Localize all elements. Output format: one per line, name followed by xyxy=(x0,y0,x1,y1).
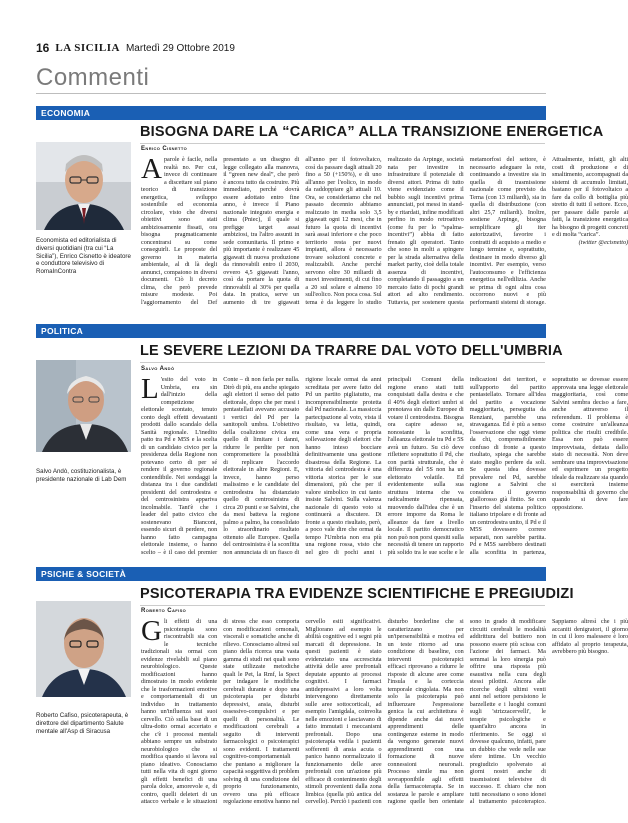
author-caption-politica: Salvo Andò, costituzionalista, è presidente nazionale di Lab Dem xyxy=(36,468,127,483)
section-band-politica: POLITICA xyxy=(36,324,546,338)
section-title: Commenti xyxy=(36,62,546,94)
dropcap: G xyxy=(141,615,162,647)
dropcap: A xyxy=(141,153,162,185)
section-band-psiche-societa: PSICHE & SOCIETÀ xyxy=(36,567,546,581)
article-body-economia xyxy=(141,153,628,312)
newspaper-name: LA SICILIA xyxy=(55,42,120,54)
issue-date: Martedì 29 Ottobre 2019 xyxy=(125,42,235,54)
dropcap: L xyxy=(141,373,159,405)
page-number: 16 xyxy=(36,41,50,55)
author-caption-economia: Economista ed editorialista di diversi quotidiani (tra cui “La Sicilia”), Enrico Cisnetto è ideatore e conduttore televisivo di RomaInContra xyxy=(36,237,131,276)
portrait-man-bald-icon xyxy=(36,601,131,697)
author-signature: (twitter @ecisnetto) xyxy=(578,238,628,246)
headline-psiche-societa: PSICOTERAPIA TRA EVIDENZE SCIENTIFICHE E PREGIUDIZI xyxy=(140,586,545,606)
article-body-psiche xyxy=(141,615,628,806)
author-caption-psiche: Roberto Cafiso, psicoterapeuta, è direttore del dipartimento Salute mentale all'Asp di Siracusa xyxy=(36,712,129,735)
byline-psiche: Roberto Cafiso xyxy=(141,608,187,614)
masthead xyxy=(36,40,546,56)
headline-economia: BISOGNA DARE LA “CARICA” ALLA TRANSIZIONE ENERGETICA xyxy=(140,124,545,144)
article-text: li effetti di una psicoterapia sono riscontrabili sia con le tecniche tradizionali sia ormai con evidenze rivelabili sul piano neurobiologico. Queste modificazioni hanno dimostrato in modo evidente che le trasformazioni emotive e comportamentali di un individuo in trattamento hanno un'influenza sui suoi cervello. Ciò sulla base di un ultra-dotto ormai accertato e che c'è i processi mentali abbiano sempre un substrato neurobiologico che si modifica quando si lavora sul piano ideativo. Conosciamo tutti nella vita di ogni giorno gli effetti benefici di una parola dolce, amorevole e, di contro, quelli deleteri di un attacco verbale e le situazioni di stress che esso comporta con modificazioni ormonali, viscerali e somatiche anche di rilievo. Conosciamo altresì sul piano della ricerca una vasta gamma di studi nei quali sono state utilizzate metodiche quali le Pet, la Rmf, la Spect per indagare le modifiche cerebrali durante e dopo una psicoterapia per disturbi depressivi, ansia, disturbi ossessivo-compulsivi e per quelli di personalità. Le modificazioni cerebrali a seguito di interventi farmacologici o psicoterapici sono evidenti. I trattamenti cognitivo-comportamentali che puntano a migliorare la capacità soggettiva di problem solving di una condizione del proprio funzionamento, ovvero una più efficace regolazione emotiva hanno nel cervello esiti significativi. Migliorano ad esempio le abilità cognitive ed i segni più marcati di depressione. In questi pazienti è stato evidenziato una accresciuta attività delle aree prefrontali deputate appunto ai processi cognitivi. I farmaci antidepressivi a loro volta intervengono direttamente sulle aree sottocorticali, ad esempio l'amigdala, coinvolta nelle emozioni e lasciavano di fatto immutati i meccanismi prefrontali. Dopo una psicoterapia vedila i pazienti sofferenti di ansia acuta o panico hanno normalizzato il funzionamento delle aree prefrontali con un'azione più efficace di contenimento degli stimoli provenienti dalla zona limbica (quella più antica del cervello). Perciò i pazienti con disturbo borderline che si caratterizzano per un'ipersensibilità e motiva ed un teste ritorno ad una condizione di baseline, con interventi psicoterapici efficaci riprovano a ridurre le risposte di alcune aree come l'insula e la corteccia temporale cingolata. Ma non solo la psicoterapia può influenzare l'espressione genica la cui architettura è dipende anche dai nuovi apprendimenti delle contingenze esterne in modo da vengono generate nuovi apprendimenti con una formazione di nuove connessioni neuronali. Processo simile ma non sovrapponibile agli effetti della farmacoterapia. Se in sostanza le parole e ampliare ragione quelle ben orientate sono in grado di modificare circuiti cerebrali le modalità addirittura del buttiero non possono essere più scissa con l'azione dei farmaci. Ma semmai la loro sinergia può offrire una risposta più esaustiva nella cura degli stessi pilotini. Ancora alle ricerche degli ultimi venti anni nel settore persistono le barzellette e i luoghi comuni sugli 'strizzacervelli', le terapie psicologiche e quant'altro ancora in riferimento. Se oggi si dovesse qualcuno, infatti, pare un dubbio che vede nelle sue sfere intime. Un vecchio pregiudizio spolverato ai giorni nostri anche di trasmissioni televisive di successo. E chiaro che non tutti necessitano o sono idonei al trattamento psicoterapico. Sappiamo altresì che i più accaniti denigratori, il giorno in cui il loro malessere è loro affidato al proprio terapeuta, avrebbero più bisogno. xyxy=(141,618,628,805)
author-photo-psiche xyxy=(36,601,131,697)
author-photo-politica xyxy=(36,360,131,452)
headline-politica: LE SEVERE LEZIONI DA TRARRE DAL VOTO DELL'UMBRIA xyxy=(140,343,545,363)
portrait-man-grey-hair-icon xyxy=(36,360,131,452)
author-photo-economia xyxy=(36,142,131,230)
article-text: 'esito del voto in Umbria, era sin dall'inizio della competizione elettorale scontato, tenuto conto degli effetti devastanti prodotti dallo scandalo della Sanità regionale. L'inedito patto tra Pd e M5S e la scelta di un candidato civico per la presidenza della Regione non potevano certo di per sé rendere il governo regionale contendibile. Nei sondaggi la distanza tra i due candidati presidenti del centrodestra e del centrosinistra appariva incolmabile. Tant'è che i leader del patto civico che sostenevano Bianconi, essendo sicuri di perdere, non hanno fatto campagna elettorale insieme, o hanno scelto – è il caso del premier Conte – di non farla per nulla. Dirò di più, era anche spiegato agli elettori il senso del patto elettorale, dopo che per mesi i pentastellati avevano accusato i vertici del Pd per la sanitopoli umbra. L'obiettivo della coalizione civica era quello di limitare i danni, ridurre le perdite per non compromettere la possibilità di replicare l'accordo elettorale in altre Regioni. E, invece, hanno perso malissimo e le candidate del centrodestra ha distanziato quello di centrosinistra di circa 20 punti e se Salvini, che da mesi batteva la regione palmo a palmo, ha consolidato lo straordinario risultato ottenuto alle Europee. Quella del centrosinistra è la sconfitta non annunciata di un fiasco di rigione locale ormai da anni screditata per avere fatto del Pd un partito pigliatutto, ma incomprensibilmente protetta dal Pd nazionale. La massiccia partecipazione al voto, vista il risultato, va letta, quindi, come una vera e propria sollevazione degli elettori che hanno inteso bocciare definitivamente una gestione disastrosa della Regione. La vittoria del centrodestra è una vittoria storica per le sue dimensioni, più che per il valore simbolico in cui tanto insiste Salvini. Sulla valenza nazionale di questo voto si continuerà a discutere. Di fronte a questo risultato, però, a poco vale dire che ormai da tempo l'Umbria non era più una regione rossa, visto che nel giro di pochi anni i principali Comuni della regione erano stati tutti conquistati dalla destra e che il 40% degli elettori umbri si prenotava sin dalle Europee di votare il centrodestra. Bisogna ora capire adesso se, nonostante la sconfitta, l'alleanza elettorale tra Pd e 5S avrà un futuro. Su ciò deve riflettere soprattutto il Pd, che con parità strutturale, che è differenza del 5S non ha un elettorato volatile. Ed evidentemente sulla sua struttura interna che va radicalmente ripensata, muovendo dall'idea che è un errore imporre da Roma le alleanze da fare a livello locale. Il partito democratico non può non porsi quesiti sulla necessità di tenere un rapporto più solido tra le sue scelte e le indicazioni dei territori, e sull'apporto del partito pentastellato. Tornare all'idea del partito a vocazione maggioritaria, perseguita da Renziani, parrebbe una stravaganza. Ed è più a senso l'osservazione che oggi viene da chi, comprensibilmente confuso di fronte a questo risultato, spiega che sarebbe stato meglio perdere da soli. Se questa idea dovesse prevalere nel Pd, sarebbe ragione a Salvini che considera il governo giallorosso già finito. Se con l'inserto del sistema politico italiano tripolare e di fronte ad un centrodestra unito, il Pd e il M5S dovessero correre separati, non sarebbe partita. Pd e M5S sarebbero destinati alla sconfitta in partenza, soprattutto se dovesse essere approvata una legge elettorale maggioritaria, così come Salvini sembra deciso a fare, anche attraverso il referendum. Il problema è come costruire un'alleanza politica che risulti credibile. Essa non può essere improvvisata, dettata dallo stato di necessità. Non deve sembrare una improvvisazione ed esprimere un progetto ideale da realizzare sia quando si eserciterà insieme responsabilità di governo che quando si deve fare opposizione. xyxy=(141,376,628,556)
article-body-politica xyxy=(141,373,628,562)
article-text: parole è facile, nella realtà no. Per cui, invece di continuare a discettare sul piano teorico di transizione energetica, sviluppo sostenibile ed economia circolare, visto che diversi obiettivi sono stati ambiziosamente fissati, ora bisogna pragmaticamente concentrarsi su come conseguirli. Le proposte del governo in materia ambientale, al di là degli annunci, compaiono in diversi documenti. Ciò li decreto clima, che però prevede misure modeste. Poi l'aggiornamento del Def presentato a un disegno di legge collegato alla manovra, il “green new deal”, che però è ancora tutto da costruire. Più immediato, perché dovrà essere adottato entro fine anno, è invece il Piano nazionale integrato energia e clima (Pniec), il quale si prefigge target assai ambiziosi, tra l'altro assunti in sede comunitaria. Il primo e più importante è realizzare 45 gigawatt di nuova produzione da rinnovabili entro il 2030, ovvero 4,5 gigawatt l'anno, così da portare la quota di rinnovabili al 30% per quella data. In pratica, serve un aumento di tre gigawatt all'anno per il fotovoltaico, così da passare dagli attuali 20 fino a 50 (+150%), e di uno all'anno per l'eolico, in modo da raddoppiare gli attuali 10. Ora, se consideriamo che nel passato decennio abbiamo realizzato in media solo 3,5 gigawatt ogni 12 mesi, che in futuro la quota di incentivi sarà assai inferiore e che poco territorio resta per nuovi impianti, allora è necessario trovare soluzioni concrete e realizzabili. Anche perché servono oltre 30 miliardi di nuovi investimenti, di cui fino a 20 sul solare e almeno 10 sull'eolico. Non poca cosa. Sul tema è da leggere lo studio realizzato da Arpinge, società nata per investire in infrastrutture il potenziale di diversi attori. Prima di tutto viene evidenziato come il bubbio sugli incentivi prima annunciati, poi messi in stand-by e ritardati, infine modificati perfino in modo retroattivo (come fu per lo “spalma-incentivi”) abbia di fatto frenato gli operatori. Tanto che sono in molti a spingere per la strada alternativa della market parity, cioè della totale assenza di incentivi, completando il passaggio a un mercato fatto di pochi grandi attori ad alto rendimento. Tuttavia, per sostenere questa metamorfosi del settore, è necessario adeguare la rete, continuando a investire sia in quella di trasmissione nazionale come previsto da Terna (con 13 miliardi), sia in quella di distribuzione (con altri 25,7 miliardi). Inoltre, sostiene Arpinge, bisogna semplificare gli iter autorizzativi, favorire i contratti di acquisto a medio e lungo termine e, soprattutto, destinare in modo diverso gli incentivi. Per esempio, verso l'autoconsumo e l'efficienza energetica nell'edilizia. Anche se prima di ogni altra cosa occorrono nuovi e più performanti sistemi di storage. Attualmente, infatti, gli alti costi di produzione e di smaltimento, accompagnati da sistemi di accumulo limitati, bastano per il fotovoltaico a fare da collo di bottiglia più stretto di tutti il settore. Ecco, per passare dalle parole ai fatti, la transizione energetica ha bisogno di progetti concreti e di molta “carica”. xyxy=(141,156,628,306)
portrait-man-glasses-icon xyxy=(36,142,131,230)
section-band-economia: ECONOMIA xyxy=(36,106,546,120)
byline-politica: Salvo Andò xyxy=(141,366,175,372)
byline-economia: Enrico Cisnetto xyxy=(141,146,188,152)
